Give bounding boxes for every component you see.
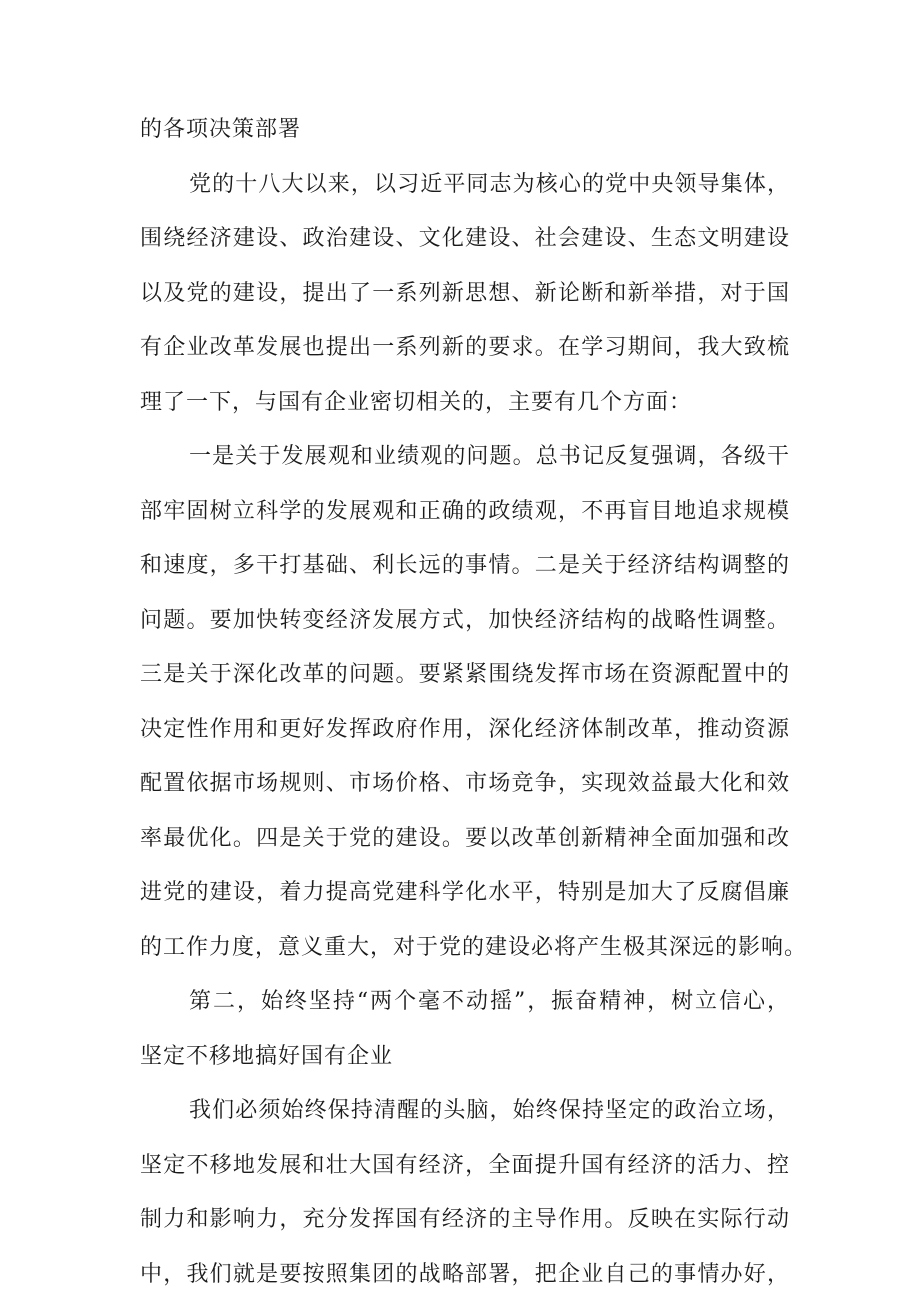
text-line: 的各项决策部署 — [140, 103, 790, 158]
text-line: 制力和影响力，充分发挥国有经济的主导作用。反映在实际行动 — [140, 1193, 790, 1248]
text-line: 进党的建设，着力提高党建科学化水平，特别是加大了反腐倡廉 — [140, 866, 790, 921]
text-line: 决定性作用和更好发挥政府作用，深化经济体制改革，推动资源 — [140, 703, 790, 758]
document-body — [140, 103, 790, 1302]
text-line: 中，我们就是要按照集团的战略部署，把企业自己的事情办好， — [140, 1248, 790, 1302]
text-line: 配置依据市场规则、市场价格、市场竞争，实现效益最大化和效 — [140, 757, 790, 812]
paragraph-first-line: 党的十八大以来，以习近平同志为核心的党中央领导集体， — [140, 158, 790, 213]
text-line: 坚定不移地发展和壮大国有经济，全面提升国有经济的活力、控 — [140, 1139, 790, 1194]
section-heading-line: 坚定不移地搞好国有企业 — [140, 1030, 790, 1085]
text-line: 以及党的建设，提出了一系列新思想、新论断和新举措，对于国 — [140, 267, 790, 322]
text-line: 围绕经济建设、政治建设、文化建设、社会建设、生态文明建设 — [140, 212, 790, 267]
text-line: 部牢固树立科学的发展观和正确的政绩观，不再盲目地追求规模 — [140, 485, 790, 540]
text-line: 的工作力度，意义重大，对于党的建设必将产生极其深远的影响。 — [140, 921, 790, 976]
text-line: 有企业改革发展也提出一系列新的要求。在学习期间，我大致梳 — [140, 321, 790, 376]
text-line: 问题。要加快转变经济发展方式，加快经济结构的战略性调整。 — [140, 594, 790, 649]
text-line: 率最优化。四是关于党的建设。要以改革创新精神全面加强和改 — [140, 812, 790, 867]
section-heading-line: 第二，始终坚持“两个毫不动摇”，振奋精神，树立信心， — [140, 975, 790, 1030]
text-line: 和速度，多干打基础、利长远的事情。二是关于经济结构调整的 — [140, 539, 790, 594]
text-line: 三是关于深化改革的问题。要紧紧围绕发挥市场在资源配置中的 — [140, 648, 790, 703]
paragraph-first-line: 我们必须始终保持清醒的头脑，始终保持坚定的政治立场， — [140, 1084, 790, 1139]
paragraph-first-line: 一是关于发展观和业绩观的问题。总书记反复强调，各级干 — [140, 430, 790, 485]
text-line: 理了一下，与国有企业密切相关的，主要有几个方面： — [140, 376, 790, 431]
